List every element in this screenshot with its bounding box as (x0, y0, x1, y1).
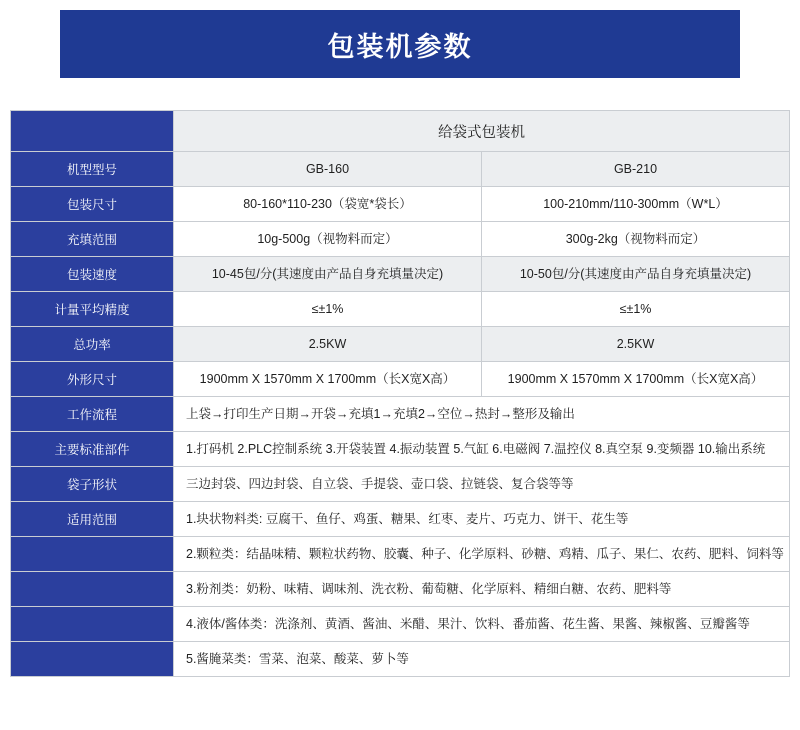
table-row (11, 467, 790, 502)
row-label-speed: 包装速度 (11, 257, 174, 292)
cell-model-gb160: GB-160 (174, 152, 482, 187)
spec-table-wrap (10, 110, 790, 677)
row-label-filling-range: 充填范围 (11, 222, 174, 257)
cell-power-160: 2.5KW (174, 327, 482, 362)
cell-power-210: 2.5KW (482, 327, 790, 362)
group-header-cell: 给袋式包装机 (174, 111, 790, 152)
cell-application-pickles: 5.酱腌菜类：雪菜、泡菜、酸菜、萝卜等 (174, 642, 790, 677)
page-title-bar (60, 10, 740, 78)
cell-accuracy-160: ≤±1% (174, 292, 482, 327)
cell-standard-parts: 1.打码机 2.PLC控制系统 3.开袋装置 4.振动装置 5.气缸 6.电磁阀 7.温控仪 8.真空泵 9.变频器 10.输出系统 (174, 432, 790, 467)
cell-application-block: 1.块状物料类: 豆腐干、鱼仔、鸡蛋、糖果、红枣、麦片、巧克力、饼干、花生等 (174, 502, 790, 537)
cell-package-size-160: 80-160*110-230（袋宽*袋长） (174, 187, 482, 222)
table-row (11, 187, 790, 222)
row-label-workflow: 工作流程 (11, 397, 174, 432)
page-title: 包装机参数 (327, 31, 473, 62)
cell-model-gb210: GB-210 (482, 152, 790, 187)
cell-speed-210: 10-50包/分(其速度由产品自身充填量决定) (482, 257, 790, 292)
row-label-accuracy: 计量平均精度 (11, 292, 174, 327)
table-row (11, 152, 790, 187)
row-label-bag-shape: 袋子形状 (11, 467, 174, 502)
table-row (11, 642, 790, 677)
table-row (11, 327, 790, 362)
row-label-model: 机型型号 (11, 152, 174, 187)
table-row (11, 292, 790, 327)
cell-workflow: 上袋→打印生产日期→开袋→充填1→充填2→空位→热封→整形及输出 (174, 397, 790, 432)
row-label-application-scope: 适用范围 (11, 502, 174, 537)
cell-dimensions-160: 1900mm X 1570mm X 1700mm（长X宽X高） (174, 362, 482, 397)
cell-application-liquid: 4.液体/酱体类：洗涤剂、黄酒、酱油、米醋、果汁、饮料、番茄酱、花生酱、果酱、辣椒酱、豆瓣酱等 (174, 607, 790, 642)
table-row (11, 257, 790, 292)
row-label-application-blank-4 (11, 642, 174, 677)
label-column-blank (11, 111, 174, 152)
table-row (11, 502, 790, 537)
cell-package-size-210: 100-210mm/110-300mm（W*L） (482, 187, 790, 222)
row-label-power: 总功率 (11, 327, 174, 362)
table-row (11, 607, 790, 642)
row-label-application-blank-2 (11, 572, 174, 607)
row-label-standard-parts: 主要标准部件 (11, 432, 174, 467)
cell-bag-shape: 三边封袋、四边封袋、自立袋、手提袋、壶口袋、拉链袋、复合袋等等 (174, 467, 790, 502)
row-label-package-size: 包装尺寸 (11, 187, 174, 222)
spec-table (10, 110, 790, 677)
cell-filling-range-210: 300g-2kg（视物料而定） (482, 222, 790, 257)
table-row (11, 537, 790, 572)
cell-application-granule: 2.颗粒类：结晶味精、颗粒状药物、胶囊、种子、化学原料、砂糖、鸡精、瓜子、果仁、农药、肥料、饲料等 (174, 537, 790, 572)
cell-dimensions-210: 1900mm X 1570mm X 1700mm（长X宽X高） (482, 362, 790, 397)
table-row (11, 222, 790, 257)
row-label-application-blank-3 (11, 607, 174, 642)
cell-accuracy-210: ≤±1% (482, 292, 790, 327)
row-label-application-blank-1 (11, 537, 174, 572)
table-row (11, 397, 790, 432)
table-row (11, 362, 790, 397)
table-row (11, 432, 790, 467)
table-row (11, 572, 790, 607)
cell-speed-160: 10-45包/分(其速度由产品自身充填量决定) (174, 257, 482, 292)
table-row-header (11, 111, 790, 152)
cell-application-powder: 3.粉剂类：奶粉、味精、调味剂、洗衣粉、葡萄糖、化学原料、精细白糖、农药、肥料等 (174, 572, 790, 607)
cell-filling-range-160: 10g-500g（视物料而定） (174, 222, 482, 257)
row-label-dimensions: 外形尺寸 (11, 362, 174, 397)
